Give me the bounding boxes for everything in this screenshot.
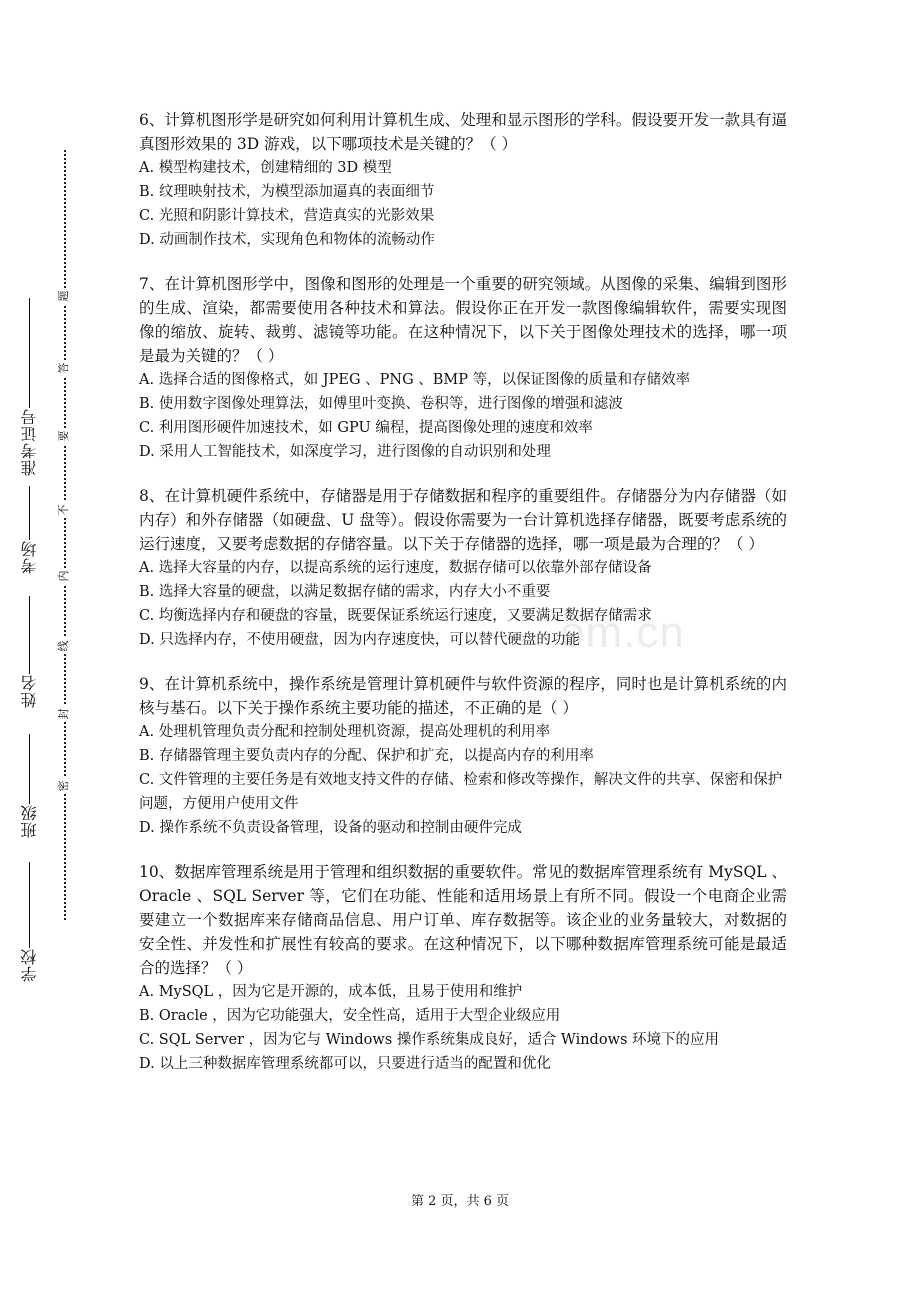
seal-char: 密 (56, 778, 72, 794)
school-label: 学校 (20, 948, 39, 982)
question-stem: 9、在计算机系统中，操作系统是管理计算机硬件与软件资源的程序，同时也是计算机系统的内核与基石。以下关于操作系统主要功能的描述，不正确的是（ ） (139, 675, 787, 717)
seal-char: 要 (56, 428, 72, 444)
class-field[interactable] (18, 734, 41, 838)
option-a[interactable]: A. 模型构建技术，创建精细的 3D 模型 (139, 160, 392, 176)
option-b[interactable]: B. 纹理映射技术，为模型添加逼真的表面细节 (139, 184, 435, 200)
question-7 (139, 272, 787, 464)
question-8 (139, 484, 787, 652)
seal-char: 封 (56, 706, 72, 722)
option-c[interactable]: C. SQL Server ，因为它与 Windows 操作系统集成良好，适合 Windows 环境下的应用 (139, 1032, 720, 1048)
seal-char: 题 (56, 288, 72, 304)
school-field[interactable] (18, 862, 41, 982)
seal-char: 内 (56, 568, 72, 584)
option-b[interactable]: B. Oracle ，因为它功能强大，安全性高，适用于大型企业级应用 (139, 1008, 561, 1024)
option-a[interactable]: A. 选择大容量的内存，以提高系统的运行速度，数据存储可以依靠外部存储设备 (139, 560, 652, 576)
option-b[interactable]: B. 使用数字图像处理算法，如傅里叶变换、卷积等，进行图像的增强和滤波 (139, 396, 623, 412)
option-d[interactable]: D. 只选择内存，不使用硬盘，因为内存速度快，可以替代硬盘的功能 (139, 632, 580, 648)
exam-hall-label: 考场 (20, 540, 39, 574)
question-stem: 6、计算机图形学是研究如何利用计算机生成、处理和显示图形的学科。假设要开发一款具有逼真图形效果的 3D 游戏，以下哪项技术是关键的？（ ） (139, 111, 787, 153)
option-c[interactable]: C. 文件管理的主要任务是有效地支持文件的存储、检索和修改等操作，解决文件的共享、保密和保护问题，方便用户使用文件 (139, 772, 783, 812)
option-c[interactable]: C. 光照和阴影计算技术，营造真实的光影效果 (139, 208, 435, 224)
option-d[interactable]: D. 采用人工智能技术，如深度学习，进行图像的自动识别和处理 (139, 444, 551, 460)
question-list (139, 108, 787, 1096)
name-label: 姓名 (20, 674, 39, 708)
question-9 (139, 672, 787, 840)
name-field[interactable] (18, 596, 41, 708)
option-b[interactable]: B. 存储器管理主要负责内存的分配、保护和扩充，以提高内存的利用率 (139, 748, 594, 764)
option-a[interactable]: A. MySQL ，因为它是开源的，成本低，且易于使用和维护 (139, 984, 523, 1000)
option-a[interactable]: A. 处理机管理负责分配和控制处理机资源，提高处理机的利用率 (139, 724, 551, 740)
seal-char: 不 (56, 502, 72, 518)
option-d[interactable]: D. 操作系统不负责设备管理，设备的驱动和控制由硬件完成 (139, 820, 522, 836)
exam-hall-field[interactable] (18, 486, 41, 574)
option-b[interactable]: B. 选择大容量的硬盘，以满足数据存储的需求，内存大小不重要 (139, 584, 551, 600)
question-10 (139, 860, 787, 1076)
option-c[interactable]: C. 均衡选择内存和硬盘的容量，既要保证系统运行速度，又要满足数据存储需求 (139, 608, 652, 624)
option-d[interactable]: D. 以上三种数据库管理系统都可以，只要进行适当的配置和优化 (139, 1056, 551, 1072)
ticket-number-label: 准考证号 (20, 408, 39, 476)
option-c[interactable]: C. 利用图形硬件加速技术，如 GPU 编程，提高图像处理的速度和效率 (139, 420, 593, 436)
question-stem: 8、在计算机硬件系统中，存储器是用于存储数据和程序的重要组件。存储器分为内存储器（如内存）和外存储器（如硬盘、U 盘等）。假设你需要为一台计算机选择存储器，既要考虑系统的运行速度，又要考虑数据的存储容量。以下关于存储器的选择，哪一项是最为合理的？（ ） (139, 487, 787, 553)
watermark: om.cn (560, 608, 685, 657)
binding-margin (0, 0, 120, 1302)
option-a[interactable]: A. 选择合适的图像格式，如 JPEG 、PNG 、BMP 等，以保证图像的质量和存储效率 (139, 372, 691, 388)
page-footer: 第 2 页，共 6 页 (410, 1194, 510, 1209)
question-stem: 7、在计算机图形学中，图像和图形的处理是一个重要的研究领域。从图像的采集、编辑到图形的生成、渲染，都需要使用各种技术和算法。假设你正在开发一款图像编辑软件，需要实现图像的缩放、旋转、裁剪、滤镜等功能。在这种情况下，以下关于图像处理技术的选择，哪一项是最为关键的？（ ） (139, 275, 787, 365)
seal-dotted-line (64, 150, 66, 920)
seal-char: 答 (56, 360, 72, 376)
seal-char: 线 (56, 638, 72, 654)
class-label: 班级 (20, 804, 39, 838)
ticket-number-field[interactable] (18, 298, 41, 476)
question-6 (139, 108, 787, 252)
option-d[interactable]: D. 动画制作技术，实现角色和物体的流畅动作 (139, 232, 435, 248)
question-stem: 10、数据库管理系统是用于管理和组织数据的重要软件。常见的数据库管理系统有 MySQL 、Oracle 、SQL Server 等，它们在功能、性能和适用场景上有所不同。假设一个电商企业需要建立一个数据库来存储商品信息、用户订单、库存数据等。该企业的业务量较大，对数据的安全性、并发性和扩展性有较高的要求。在这种情况下，以下哪种数据库管理系统可能是最适合的选择？（ ） (139, 863, 787, 977)
